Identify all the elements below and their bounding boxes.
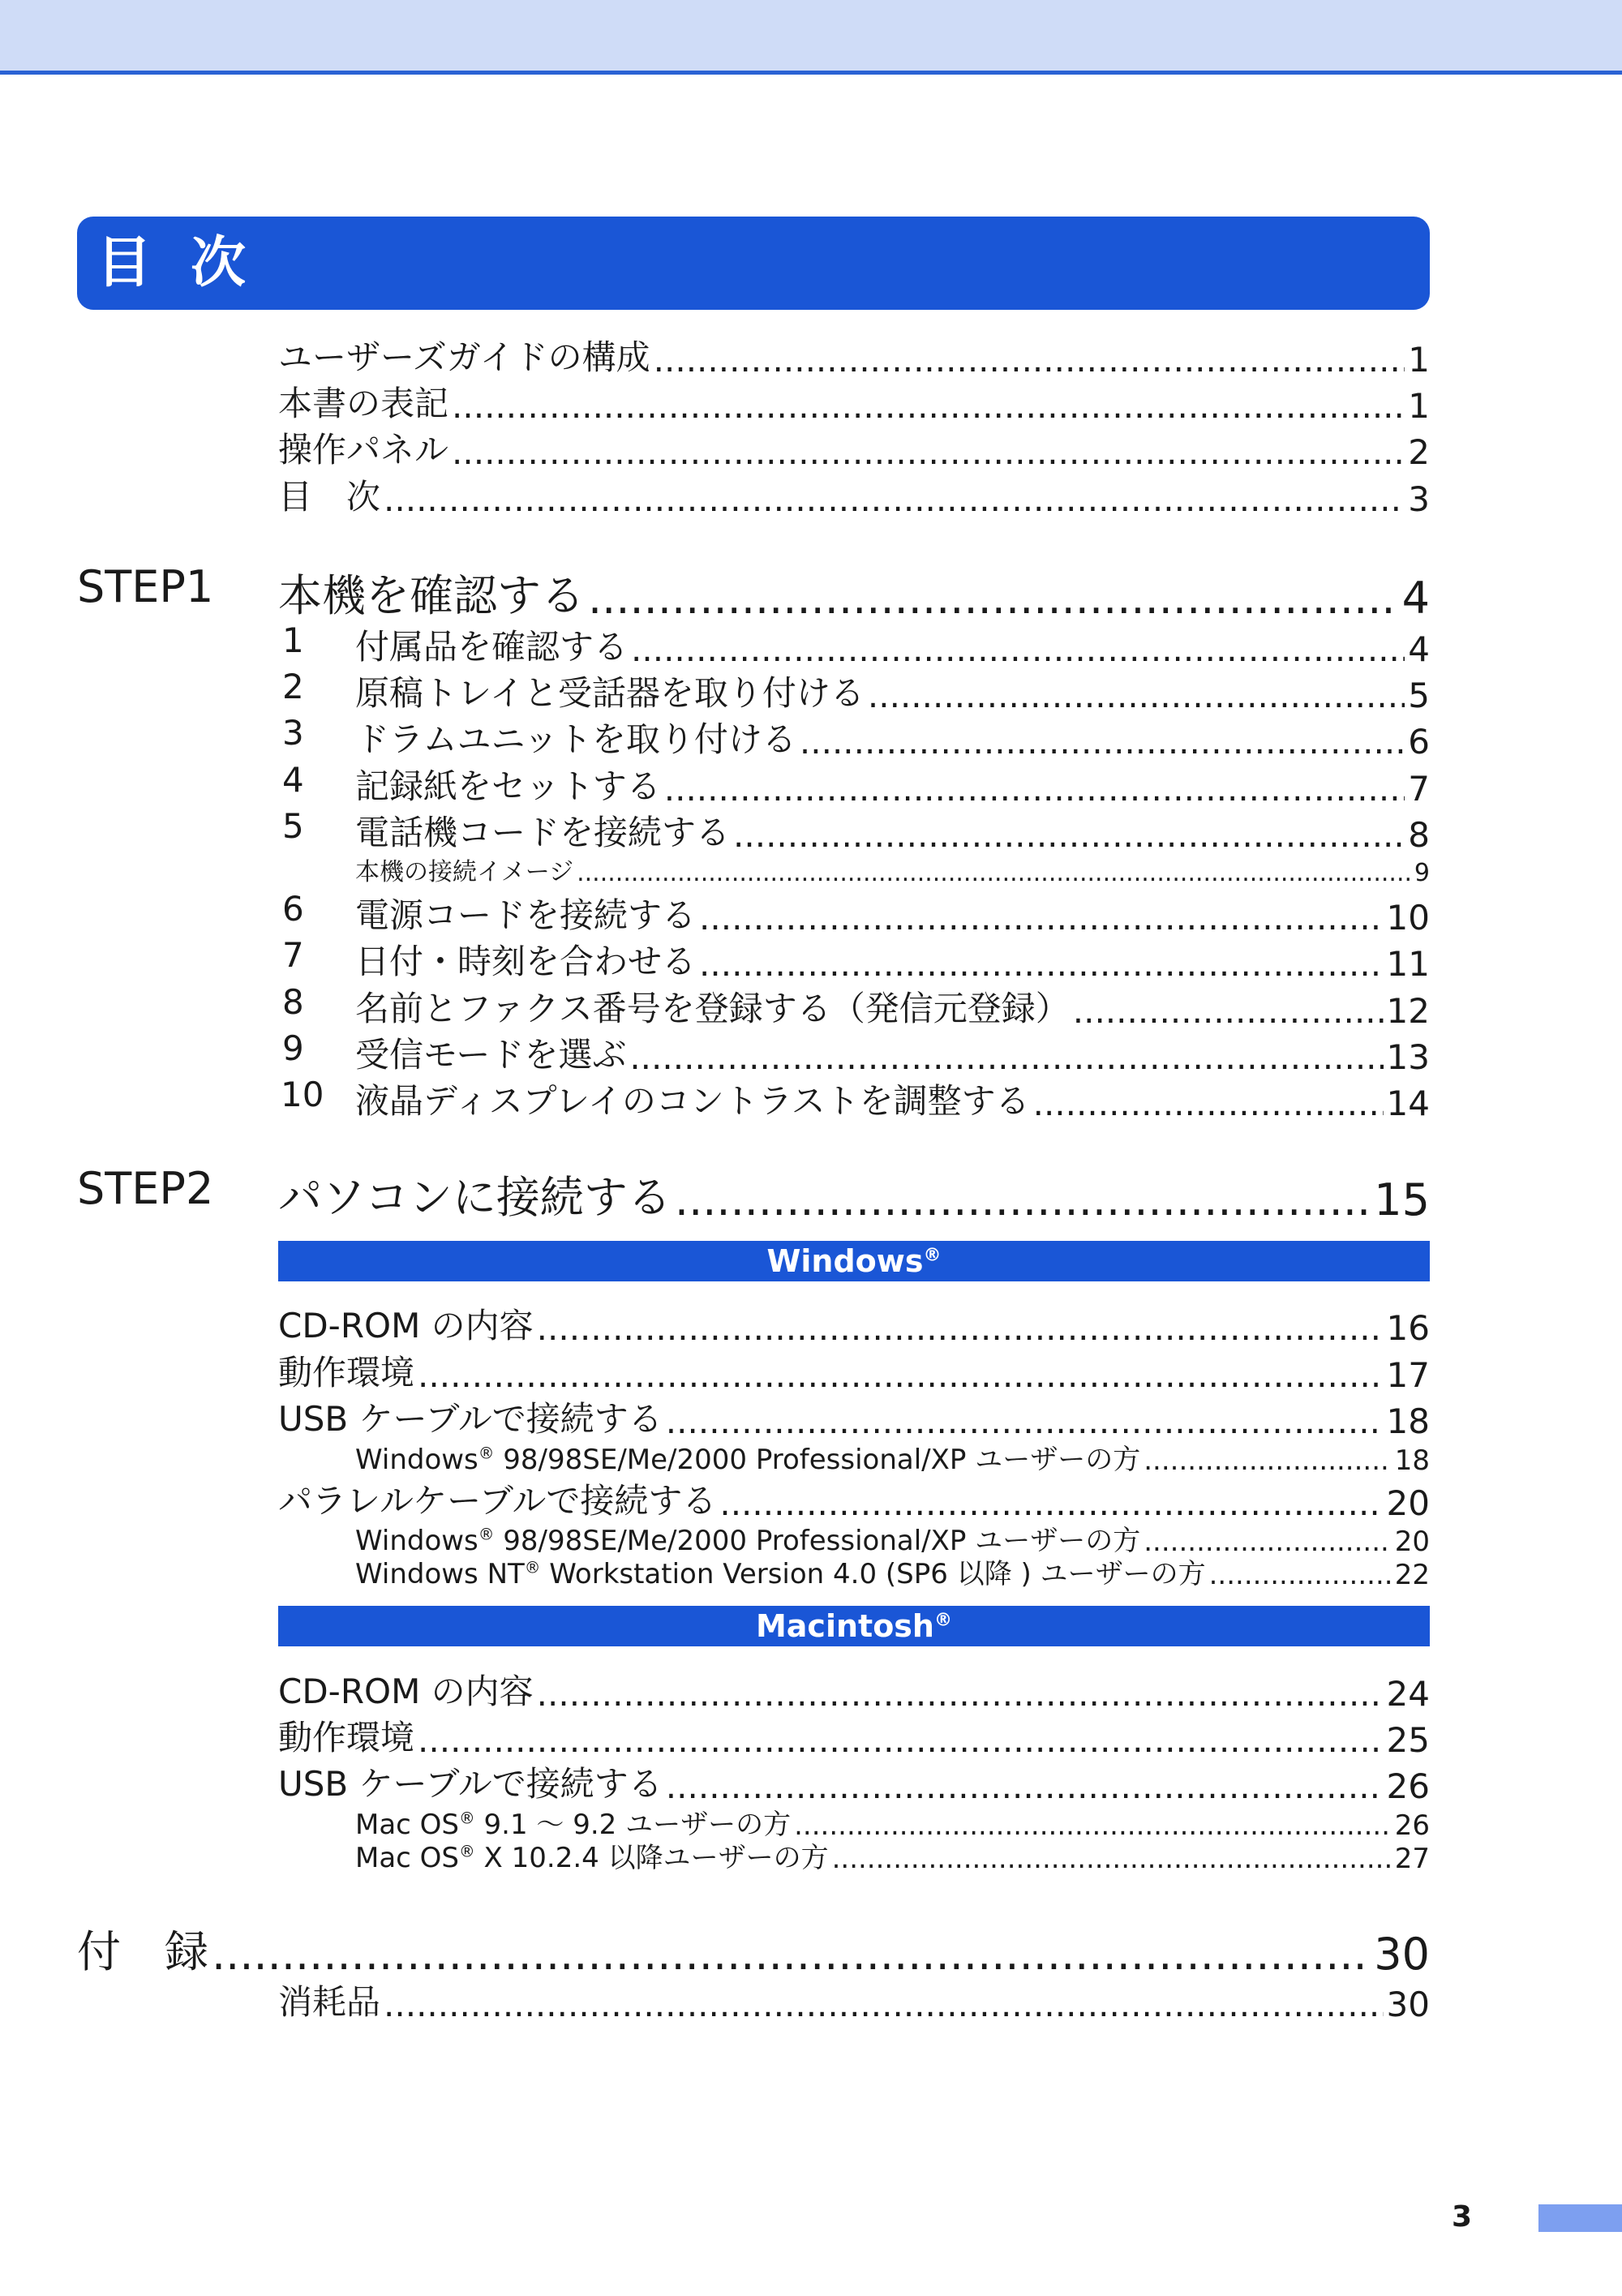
toc-entry-label: ユーザーズガイドの構成 [278, 337, 650, 377]
toc-entry-page: 4 [1408, 629, 1430, 669]
leader-dots [675, 1174, 1371, 1225]
toc-entry-label: 名前とファクス番号を登録する（発信元登録） [355, 989, 1070, 1028]
leader-dots [1144, 1444, 1392, 1477]
registered-mark: ® [923, 1245, 942, 1266]
toc-entry-page: 10 [1386, 898, 1430, 938]
appendix-page: 30 [1374, 1929, 1430, 1980]
toc-entry-number: 3 [282, 713, 304, 753]
toc-entry-number: 9 [282, 1028, 304, 1068]
toc-entry[interactable] [278, 1976, 1430, 2024]
toc-entry-number: 7 [282, 935, 304, 975]
toc-entry-label: 電話機コードを接続する [355, 813, 731, 852]
toc-entry[interactable] [278, 470, 1430, 519]
toc-entry-page: 9 [1414, 859, 1430, 887]
leader-dots [1033, 1084, 1384, 1123]
toc-entry-number: 6 [282, 889, 304, 929]
registered-mark: ® [459, 1842, 475, 1861]
toc-entry-label: 目 次 [278, 477, 381, 517]
toc-entry-label: 動作環境 [278, 1353, 415, 1393]
toc-entry[interactable] [355, 1075, 1430, 1123]
toc-entry-label: 原稿トレイと受話器を取り付ける [355, 673, 865, 713]
toc-entry-page: 13 [1386, 1037, 1430, 1077]
step2-page: 15 [1374, 1174, 1430, 1225]
toc-entry[interactable] [355, 889, 1430, 938]
leader-dots [537, 1674, 1384, 1714]
toc-entry-page: 16 [1386, 1308, 1430, 1348]
toc-entry-number: 1 [282, 620, 304, 660]
registered-mark: ® [524, 1558, 541, 1577]
toc-entry[interactable] [278, 331, 1430, 380]
leader-dots [664, 769, 1405, 809]
toc-entry[interactable] [355, 620, 1430, 669]
toc-entry-number: 8 [282, 982, 304, 1022]
step1-page: 4 [1401, 573, 1430, 624]
toc-entry-page: 5 [1408, 676, 1430, 715]
windows-section-bar [278, 1241, 1430, 1281]
toc-entry-page: 12 [1386, 991, 1430, 1031]
toc-subentry[interactable] [355, 1551, 1430, 1591]
leader-dots [629, 1037, 1383, 1077]
toc-entry-number: 10 [281, 1075, 324, 1114]
leader-dots [418, 1355, 1384, 1395]
toc-entry-label: パラレルケーブルで接続する [278, 1481, 717, 1521]
leader-dots [666, 1401, 1384, 1441]
registered-mark: ® [459, 1809, 475, 1828]
toc-entry-number: 4 [282, 760, 304, 800]
leader-dots [631, 629, 1405, 669]
toc-entry-page: 17 [1386, 1355, 1430, 1395]
toc-entry-label: 操作パネル [278, 430, 449, 470]
toc-entry[interactable] [278, 377, 1430, 426]
appendix-heading[interactable] [77, 1917, 1430, 1980]
toc-entry-page: 18 [1386, 1401, 1430, 1441]
leader-dots [537, 1308, 1384, 1348]
toc-entry-page: 8 [1408, 815, 1430, 855]
step1-title: 本機を確認する [278, 570, 585, 621]
leader-dots [666, 1766, 1384, 1806]
registered-mark: ® [478, 1525, 495, 1544]
toc-entry-label: 記録紙をセットする [355, 766, 661, 806]
toc-entry-page: 20 [1394, 1526, 1430, 1558]
toc-entry[interactable] [278, 1393, 1430, 1441]
leader-dots [1073, 991, 1384, 1031]
toc-entry-label: 日付・時刻を合わせる [355, 942, 697, 981]
leader-dots [588, 573, 1399, 624]
leader-dots [654, 340, 1405, 380]
toc-entry-label: USB ケーブルで接続する [278, 1399, 663, 1439]
leader-dots [384, 479, 1405, 519]
toc-entry-page: 25 [1386, 1720, 1430, 1760]
toc-entry-page: 6 [1408, 722, 1430, 762]
toc-entry-label: 消耗品 [278, 1982, 381, 2022]
toc-entry[interactable] [355, 760, 1430, 809]
toc-entry-page: 20 [1386, 1483, 1430, 1523]
toc-entry-page: 27 [1394, 1843, 1430, 1875]
macintosh-section-bar [278, 1606, 1430, 1646]
leader-dots [452, 386, 1405, 426]
toc-entry-label: Windows® 98/98SE/Me/2000 Professional/XP ユーザーの方 [355, 1444, 1141, 1476]
toc-entry-label: USB ケーブルで接続する [278, 1764, 663, 1804]
toc-entry[interactable] [355, 713, 1430, 762]
leader-dots [733, 815, 1405, 855]
toc-entry-page: 22 [1394, 1559, 1430, 1591]
toc-entry-page: 1 [1408, 340, 1430, 380]
toc-entry[interactable] [278, 1474, 1430, 1523]
header-band [0, 0, 1622, 75]
leader-dots [719, 1483, 1383, 1523]
leader-dots [577, 859, 1411, 887]
toc-entry[interactable] [278, 1757, 1430, 1806]
toc-entry-page: 24 [1386, 1674, 1430, 1714]
windows-section-label: Windows [766, 1243, 924, 1279]
toc-entry-page: 7 [1408, 769, 1430, 809]
appendix-title: 付 録 [77, 1926, 208, 1977]
toc-entry-label: 本書の表記 [278, 384, 449, 423]
macintosh-section-label: Macintosh [755, 1608, 934, 1644]
page-number: 3 [1452, 2200, 1473, 2234]
toc-entry-label: ドラムユニットを取り付ける [355, 719, 796, 759]
leader-dots [699, 898, 1384, 938]
toc-entry[interactable] [355, 1028, 1430, 1077]
toc-entry[interactable] [355, 667, 1430, 715]
toc-entry[interactable] [355, 935, 1430, 984]
toc-subentry[interactable] [355, 1437, 1430, 1477]
leader-dots [868, 676, 1405, 715]
toc-entry-number: 5 [282, 806, 304, 846]
toc-entry-label: 本機の接続イメージ [355, 858, 574, 886]
toc-entry[interactable] [278, 1665, 1430, 1714]
toc-entry[interactable] [278, 1346, 1430, 1395]
leader-dots [384, 1985, 1384, 2024]
page-corner-tab [1538, 2204, 1622, 2232]
toc-entry-label: CD-ROM の内容 [278, 1672, 534, 1711]
toc-title: 目次 [97, 231, 285, 295]
toc-entry-label: CD-ROM の内容 [278, 1306, 534, 1345]
toc-entry[interactable] [278, 1299, 1430, 1348]
toc-entry-page: 26 [1394, 1809, 1430, 1842]
toc-entry-page: 18 [1394, 1444, 1430, 1477]
leader-dots [699, 944, 1384, 984]
step2-title: パソコンに接続する [278, 1172, 672, 1223]
leader-dots [212, 1929, 1371, 1980]
toc-entry-label: 電源コードを接続する [355, 895, 697, 935]
toc-entry[interactable] [355, 806, 1430, 855]
toc-entry[interactable] [278, 423, 1430, 472]
toc-subentry[interactable] [355, 1835, 1430, 1875]
toc-entry-page: 30 [1386, 1985, 1430, 2024]
toc-entry-page: 3 [1408, 479, 1430, 519]
toc-entry-page: 2 [1408, 432, 1430, 472]
step1-heading[interactable] [278, 561, 1430, 624]
toc-entry-label: Windows NT® Workstation Version 4.0 (SP6 以降 ) ユーザーの方 [355, 1558, 1206, 1590]
toc-entry[interactable] [355, 982, 1430, 1031]
toc-entry-page: 1 [1408, 386, 1430, 426]
toc-subentry[interactable] [355, 852, 1430, 887]
toc-entry-label: Mac OS® 9.1 ～ 9.2 ユーザーの方 [355, 1809, 792, 1841]
leader-dots [800, 722, 1405, 762]
toc-entry-label: 受信モードを選ぶ [355, 1035, 627, 1075]
toc-entry-page: 11 [1386, 944, 1430, 984]
step2-heading[interactable] [278, 1163, 1430, 1225]
leader-dots [832, 1843, 1392, 1875]
leader-dots [1209, 1559, 1392, 1591]
step1-label: STEP1 [77, 561, 214, 612]
toc-entry-number: 2 [282, 667, 304, 706]
toc-entry-label: Mac OS® X 10.2.4 以降ユーザーの方 [355, 1842, 829, 1874]
registered-mark: ® [933, 1610, 953, 1631]
registered-mark: ® [478, 1444, 495, 1463]
toc-entry-label: 液晶ディスプレイのコントラストを調整する [355, 1081, 1030, 1121]
toc-entry-page: 26 [1386, 1766, 1430, 1806]
leader-dots [452, 432, 1405, 472]
toc-entry-page: 14 [1386, 1084, 1430, 1123]
toc-entry-label: Windows® 98/98SE/Me/2000 Professional/XP ユーザーの方 [355, 1525, 1141, 1557]
toc-title-banner [77, 217, 1430, 310]
toc-entry-label: 動作環境 [278, 1718, 415, 1757]
step2-label: STEP2 [77, 1163, 214, 1214]
leader-dots [418, 1720, 1384, 1760]
toc-entry-label: 付属品を確認する [355, 627, 629, 667]
toc-entry[interactable] [278, 1711, 1430, 1760]
